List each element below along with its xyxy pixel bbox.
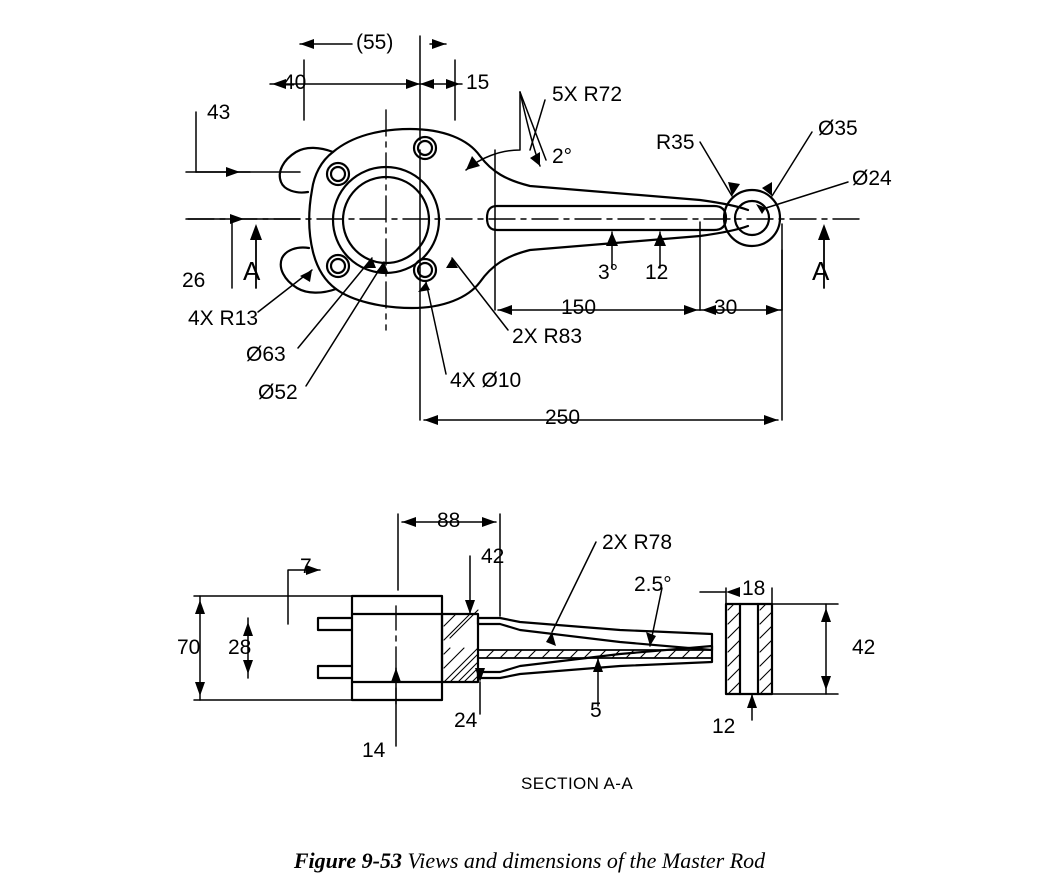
- section-arrows: [256, 228, 824, 288]
- dim-r35: R35: [656, 131, 695, 154]
- sec-dim-2p5-deg: 2.5°: [634, 573, 672, 596]
- section-arrow-label-right: A: [812, 256, 830, 286]
- figure-number: Figure 9-53: [293, 848, 402, 873]
- section-arrow-label-left: A: [243, 256, 261, 286]
- figure-caption-text: Views and dimensions of the Master Rod: [407, 848, 766, 873]
- dim-55: (55): [356, 31, 394, 54]
- sec-dim-28: 28: [228, 636, 252, 659]
- dim-d52: Ø52: [258, 381, 298, 404]
- dim-2-deg: 2°: [552, 145, 573, 168]
- dim-d35: Ø35: [818, 117, 858, 140]
- sec-dim-2x-r78: 2X R78: [602, 531, 673, 554]
- dim-d63: Ø63: [246, 343, 286, 366]
- sec-dim-70: 70: [177, 636, 201, 659]
- section-arrowheads: [195, 517, 831, 708]
- top-view-centerlines: [188, 110, 860, 330]
- dim-2x-r83: 2X R83: [512, 325, 583, 348]
- sec-dim-18: 18: [742, 577, 766, 600]
- dim-3-deg: 3°: [598, 261, 619, 284]
- dim-15: 15: [466, 71, 490, 94]
- sec-dim-12: 12: [712, 715, 736, 738]
- dim-43: 43: [207, 101, 231, 124]
- dim-5x-r72: 5X R72: [552, 83, 623, 106]
- dim-250: 250: [545, 406, 581, 429]
- dim-4x-r13: 4X R13: [188, 307, 259, 330]
- dim-4x-d10: 4X Ø10: [450, 369, 522, 392]
- sec-dim-14: 14: [362, 739, 386, 762]
- sec-dim-88: 88: [437, 509, 461, 532]
- dim-d24: Ø24: [852, 167, 892, 190]
- sec-dim-42-top: 42: [481, 545, 505, 568]
- dim-12: 12: [645, 261, 669, 284]
- dim-40: 40: [283, 71, 307, 94]
- sec-dim-24: 24: [454, 709, 478, 732]
- sec-dim-5: 5: [590, 699, 602, 722]
- dim-30: 30: [714, 296, 738, 319]
- dim-26: 26: [182, 269, 206, 292]
- section-title: SECTION A-A: [521, 774, 634, 793]
- dim-150: 150: [561, 296, 597, 319]
- sec-dim-7: 7: [300, 555, 312, 578]
- sec-dim-42-right: 42: [852, 636, 876, 659]
- figure-caption: [0, 848, 1059, 874]
- section-view-geometry: [318, 596, 772, 700]
- section-dimension-lines: [194, 514, 838, 746]
